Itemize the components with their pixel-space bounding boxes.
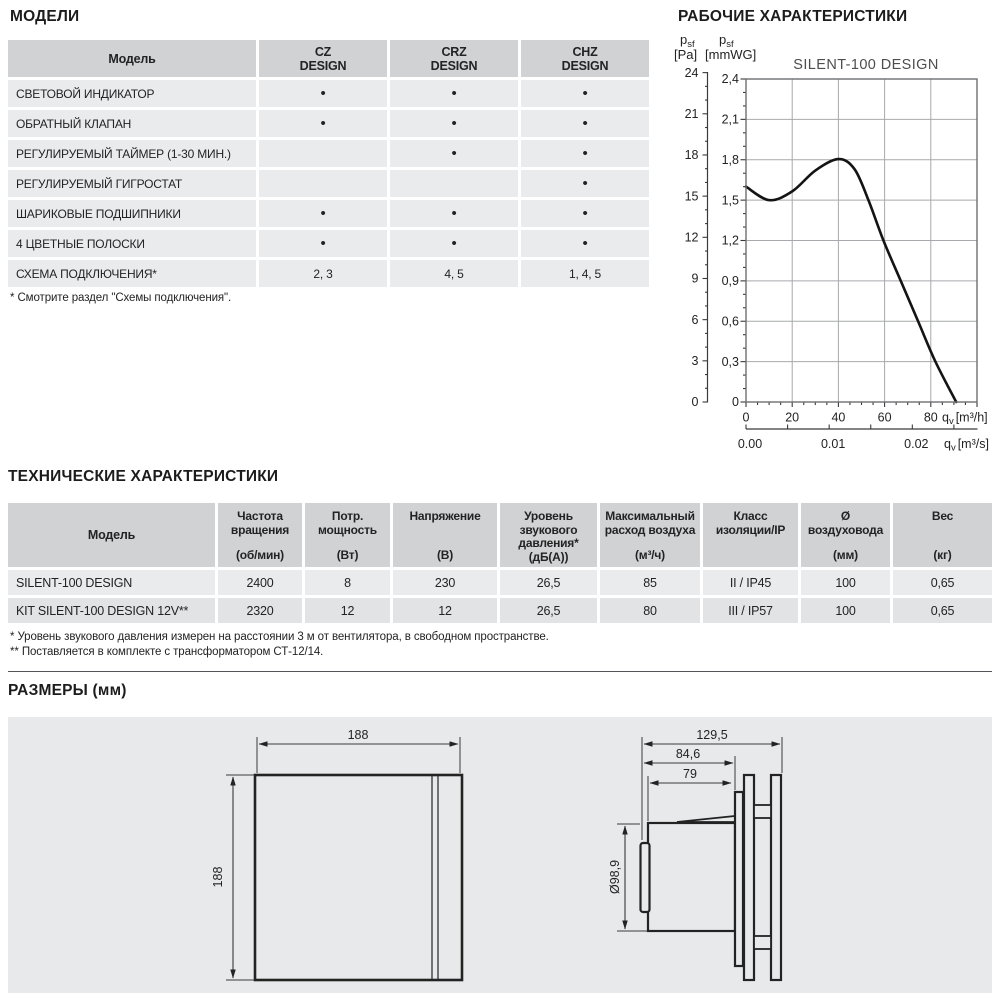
- tech-model-name: SILENT-100 DESIGN: [8, 570, 215, 595]
- col-header-label: Вес: [931, 509, 954, 523]
- feature-mark: •: [390, 80, 518, 107]
- svg-text:1,5: 1,5: [721, 193, 739, 208]
- tech-value-power: 12: [305, 598, 390, 623]
- svg-text:60: 60: [877, 410, 892, 425]
- tech-table: [8, 503, 992, 623]
- tech-value-duct: 100: [801, 598, 890, 623]
- col-header-unit: (В): [436, 547, 454, 562]
- svg-text:80: 80: [923, 410, 938, 425]
- pa-axis-unit: [Pa]: [674, 47, 698, 62]
- svg-text:1,8: 1,8: [721, 152, 739, 167]
- tech-value-flow: 85: [600, 570, 700, 595]
- col-header-line2: DESIGN: [561, 58, 609, 73]
- svg-text:0,3: 0,3: [721, 354, 739, 369]
- wiring-diagram-value: 1, 4, 5: [521, 260, 649, 287]
- models-col-header-model: [8, 40, 256, 77]
- feature-label: СХЕМА ПОДКЛЮЧЕНИЯ*: [8, 260, 256, 287]
- svg-text:0.01: 0.01: [820, 437, 846, 451]
- feature-label: РЕГУЛИРУЕМЫЙ ТАЙМЕР (1-30 МИН.): [8, 140, 256, 167]
- front-cover: [771, 775, 781, 980]
- total-depth-label: 129,5: [696, 728, 728, 742]
- wall-plate: [735, 792, 743, 966]
- mmwg-axis-name: $p_{sf}$: [719, 32, 734, 50]
- svg-text:9: 9: [691, 271, 699, 286]
- col-header-label: Потр. мощность: [318, 509, 377, 537]
- x-axis2-label: $q_v$ [m³/s]: [944, 437, 989, 454]
- tech-value-voltage: 12: [393, 598, 497, 623]
- svg-text:2,4: 2,4: [721, 72, 739, 87]
- feature-mark: •: [521, 80, 649, 107]
- front-view-drawing: [211, 728, 462, 980]
- col-header-label: Частота вращения: [230, 509, 290, 537]
- col-header-unit: (дБ(А)): [528, 549, 569, 564]
- tech-col-header-model: [8, 503, 215, 567]
- feature-mark: •: [521, 230, 649, 257]
- feature-mark: •: [390, 230, 518, 257]
- depth-to-wall-label: 84,6: [675, 747, 701, 761]
- svg-text:40: 40: [831, 410, 846, 425]
- pa-axis-name: $p_{sf}$: [680, 32, 695, 50]
- col-header-label: Уровень звукового давления*: [518, 509, 579, 550]
- svg-text:21: 21: [684, 107, 699, 122]
- svg-text:0,6: 0,6: [721, 314, 739, 329]
- svg-text:0.00: 0.00: [737, 437, 763, 451]
- col-header-unit: (Вт): [336, 547, 359, 562]
- tech-col-header-duct: [801, 503, 890, 567]
- col-header-unit: (кг): [933, 547, 952, 562]
- svg-text:0.02: 0.02: [904, 437, 929, 451]
- feature-mark: •: [521, 200, 649, 227]
- feature-label: РЕГУЛИРУЕМЫЙ ГИГРОСТАТ: [8, 170, 256, 197]
- svg-text:24: 24: [684, 65, 699, 80]
- svg-text:0: 0: [742, 410, 750, 425]
- feature-mark: •: [521, 170, 649, 197]
- col-header-unit: (мм): [833, 547, 858, 562]
- feature-mark: [259, 170, 387, 197]
- feature-label: 4 ЦВЕТНЫЕ ПОЛОСКИ: [8, 230, 256, 257]
- feature-mark: •: [390, 140, 518, 167]
- col-header-line1: CZ: [314, 44, 332, 59]
- tech-col-header-rpm: [218, 503, 302, 567]
- tech-model-name: KIT SILENT-100 DESIGN 12V**: [8, 598, 215, 623]
- col-header-label: Модель: [87, 528, 136, 543]
- mmwg-axis-unit: [mmWG]: [705, 47, 757, 62]
- feature-mark: [390, 170, 518, 197]
- svg-text:15: 15: [684, 189, 699, 204]
- svg-text:0,9: 0,9: [721, 274, 739, 289]
- dimensions-panel: [8, 717, 992, 993]
- duct-diameter-label: Ø98,9: [608, 859, 622, 895]
- col-header-label: Модель: [108, 51, 156, 66]
- duct-inlet-lip: [641, 843, 650, 912]
- tech-value-duct: 100: [801, 570, 890, 595]
- feature-label: ОБРАТНЫЙ КЛАПАН: [8, 110, 256, 137]
- col-header-label: Напряжение: [409, 509, 481, 523]
- tech-value-weight: 0,65: [893, 598, 992, 623]
- col-header-line1: CHZ: [572, 44, 598, 59]
- col-header-unit: (м³/ч): [635, 547, 665, 562]
- side-view-drawing: [608, 728, 782, 980]
- feature-mark: •: [521, 140, 649, 167]
- col-header-line2: DESIGN: [299, 58, 347, 73]
- svg-text:2,1: 2,1: [721, 112, 739, 127]
- wiring-diagram-value: 2, 3: [259, 260, 387, 287]
- tech-col-header-flow: [600, 503, 700, 567]
- models-col-header-crz: [390, 40, 518, 77]
- tech-value-noise: 26,5: [500, 570, 597, 595]
- feature-mark: •: [390, 200, 518, 227]
- models-section-title: МОДЕЛИ: [10, 8, 80, 25]
- col-header-line1: CRZ: [441, 44, 467, 59]
- wiring-diagram-value: 4, 5: [390, 260, 518, 287]
- svg-text:12: 12: [684, 230, 699, 245]
- models-col-header-chz: [521, 40, 649, 77]
- tech-footnote-2: ** Поставляется в комплекте с трансформатором СТ-12/14.: [10, 646, 324, 658]
- svg-text:1,2: 1,2: [721, 233, 739, 248]
- tech-col-header-power: [305, 503, 390, 567]
- duct-length-label: 79: [683, 767, 697, 781]
- tech-section-title: ТЕХНИЧЕСКИЕ ХАРАКТЕРИСТИКИ: [8, 468, 279, 485]
- svg-text:0: 0: [691, 395, 699, 410]
- tech-value-noise: 26,5: [500, 598, 597, 623]
- feature-mark: •: [390, 110, 518, 137]
- section-divider: [8, 671, 992, 672]
- feature-mark: •: [259, 200, 387, 227]
- feature-mark: •: [259, 110, 387, 137]
- tech-value-power: 8: [305, 570, 390, 595]
- tech-col-header-noise: [500, 503, 597, 567]
- cover-clip-bottom: [754, 936, 771, 949]
- dimensions-section-title: РАЗМЕРЫ (мм): [8, 682, 127, 699]
- tech-value-voltage: 230: [393, 570, 497, 595]
- duct-taper: [677, 816, 735, 822]
- feature-label: СВЕТОВОЙ ИНДИКАТОР: [8, 80, 256, 107]
- tech-col-header-ip: [703, 503, 798, 567]
- col-header-label: Ø воздуховода: [807, 509, 884, 537]
- tech-value-weight: 0,65: [893, 570, 992, 595]
- feature-label: ШАРИКОВЫЕ ПОДШИПНИКИ: [8, 200, 256, 227]
- width-dimension-label: 188: [347, 728, 369, 742]
- tech-col-header-weight: [893, 503, 992, 567]
- feature-mark: [259, 140, 387, 167]
- tech-value-ip: III / IP57: [703, 598, 798, 623]
- tech-value-rpm: 2400: [218, 570, 302, 595]
- performance-chart: [672, 28, 1000, 460]
- models-col-header-cz: [259, 40, 387, 77]
- body-flange: [744, 775, 754, 980]
- chart-title: SILENT-100 DESIGN: [793, 57, 939, 73]
- svg-text:20: 20: [785, 410, 800, 425]
- fan-front-outline: [255, 775, 462, 980]
- col-header-unit: (об/мин): [236, 547, 284, 562]
- x-axis-label: $q_v$ [m³/h]: [942, 410, 988, 427]
- svg-text:18: 18: [684, 148, 699, 163]
- col-header-label: Класс изоляции/IP: [715, 509, 786, 537]
- feature-mark: •: [259, 230, 387, 257]
- models-footnote: * Смотрите раздел "Схемы подключения".: [10, 292, 232, 304]
- col-header-line2: DESIGN: [430, 58, 478, 73]
- cover-clip-top: [754, 805, 771, 818]
- tech-col-header-voltage: [393, 503, 497, 567]
- height-dimension-label: 188: [211, 866, 225, 888]
- dimension-drawings: [8, 717, 992, 993]
- svg-text:0: 0: [732, 395, 739, 410]
- models-table: [8, 40, 649, 287]
- col-header-label: Максимальный расход воздуха: [604, 509, 696, 537]
- tech-value-rpm: 2320: [218, 598, 302, 623]
- tech-footnote-1: * Уровень звукового давления измерен на расстоянии 3 м от вентилятора, в свободном пространстве.: [10, 631, 549, 643]
- feature-mark: •: [259, 80, 387, 107]
- duct-body: [648, 823, 735, 931]
- svg-text:6: 6: [691, 312, 699, 327]
- performance-section-title: РАБОЧИЕ ХАРАКТЕРИСТИКИ: [678, 8, 908, 25]
- chart-plot-area: [685, 66, 977, 451]
- svg-text:3: 3: [691, 354, 699, 369]
- tech-value-flow: 80: [600, 598, 700, 623]
- tech-value-ip: II / IP45: [703, 570, 798, 595]
- feature-mark: •: [521, 110, 649, 137]
